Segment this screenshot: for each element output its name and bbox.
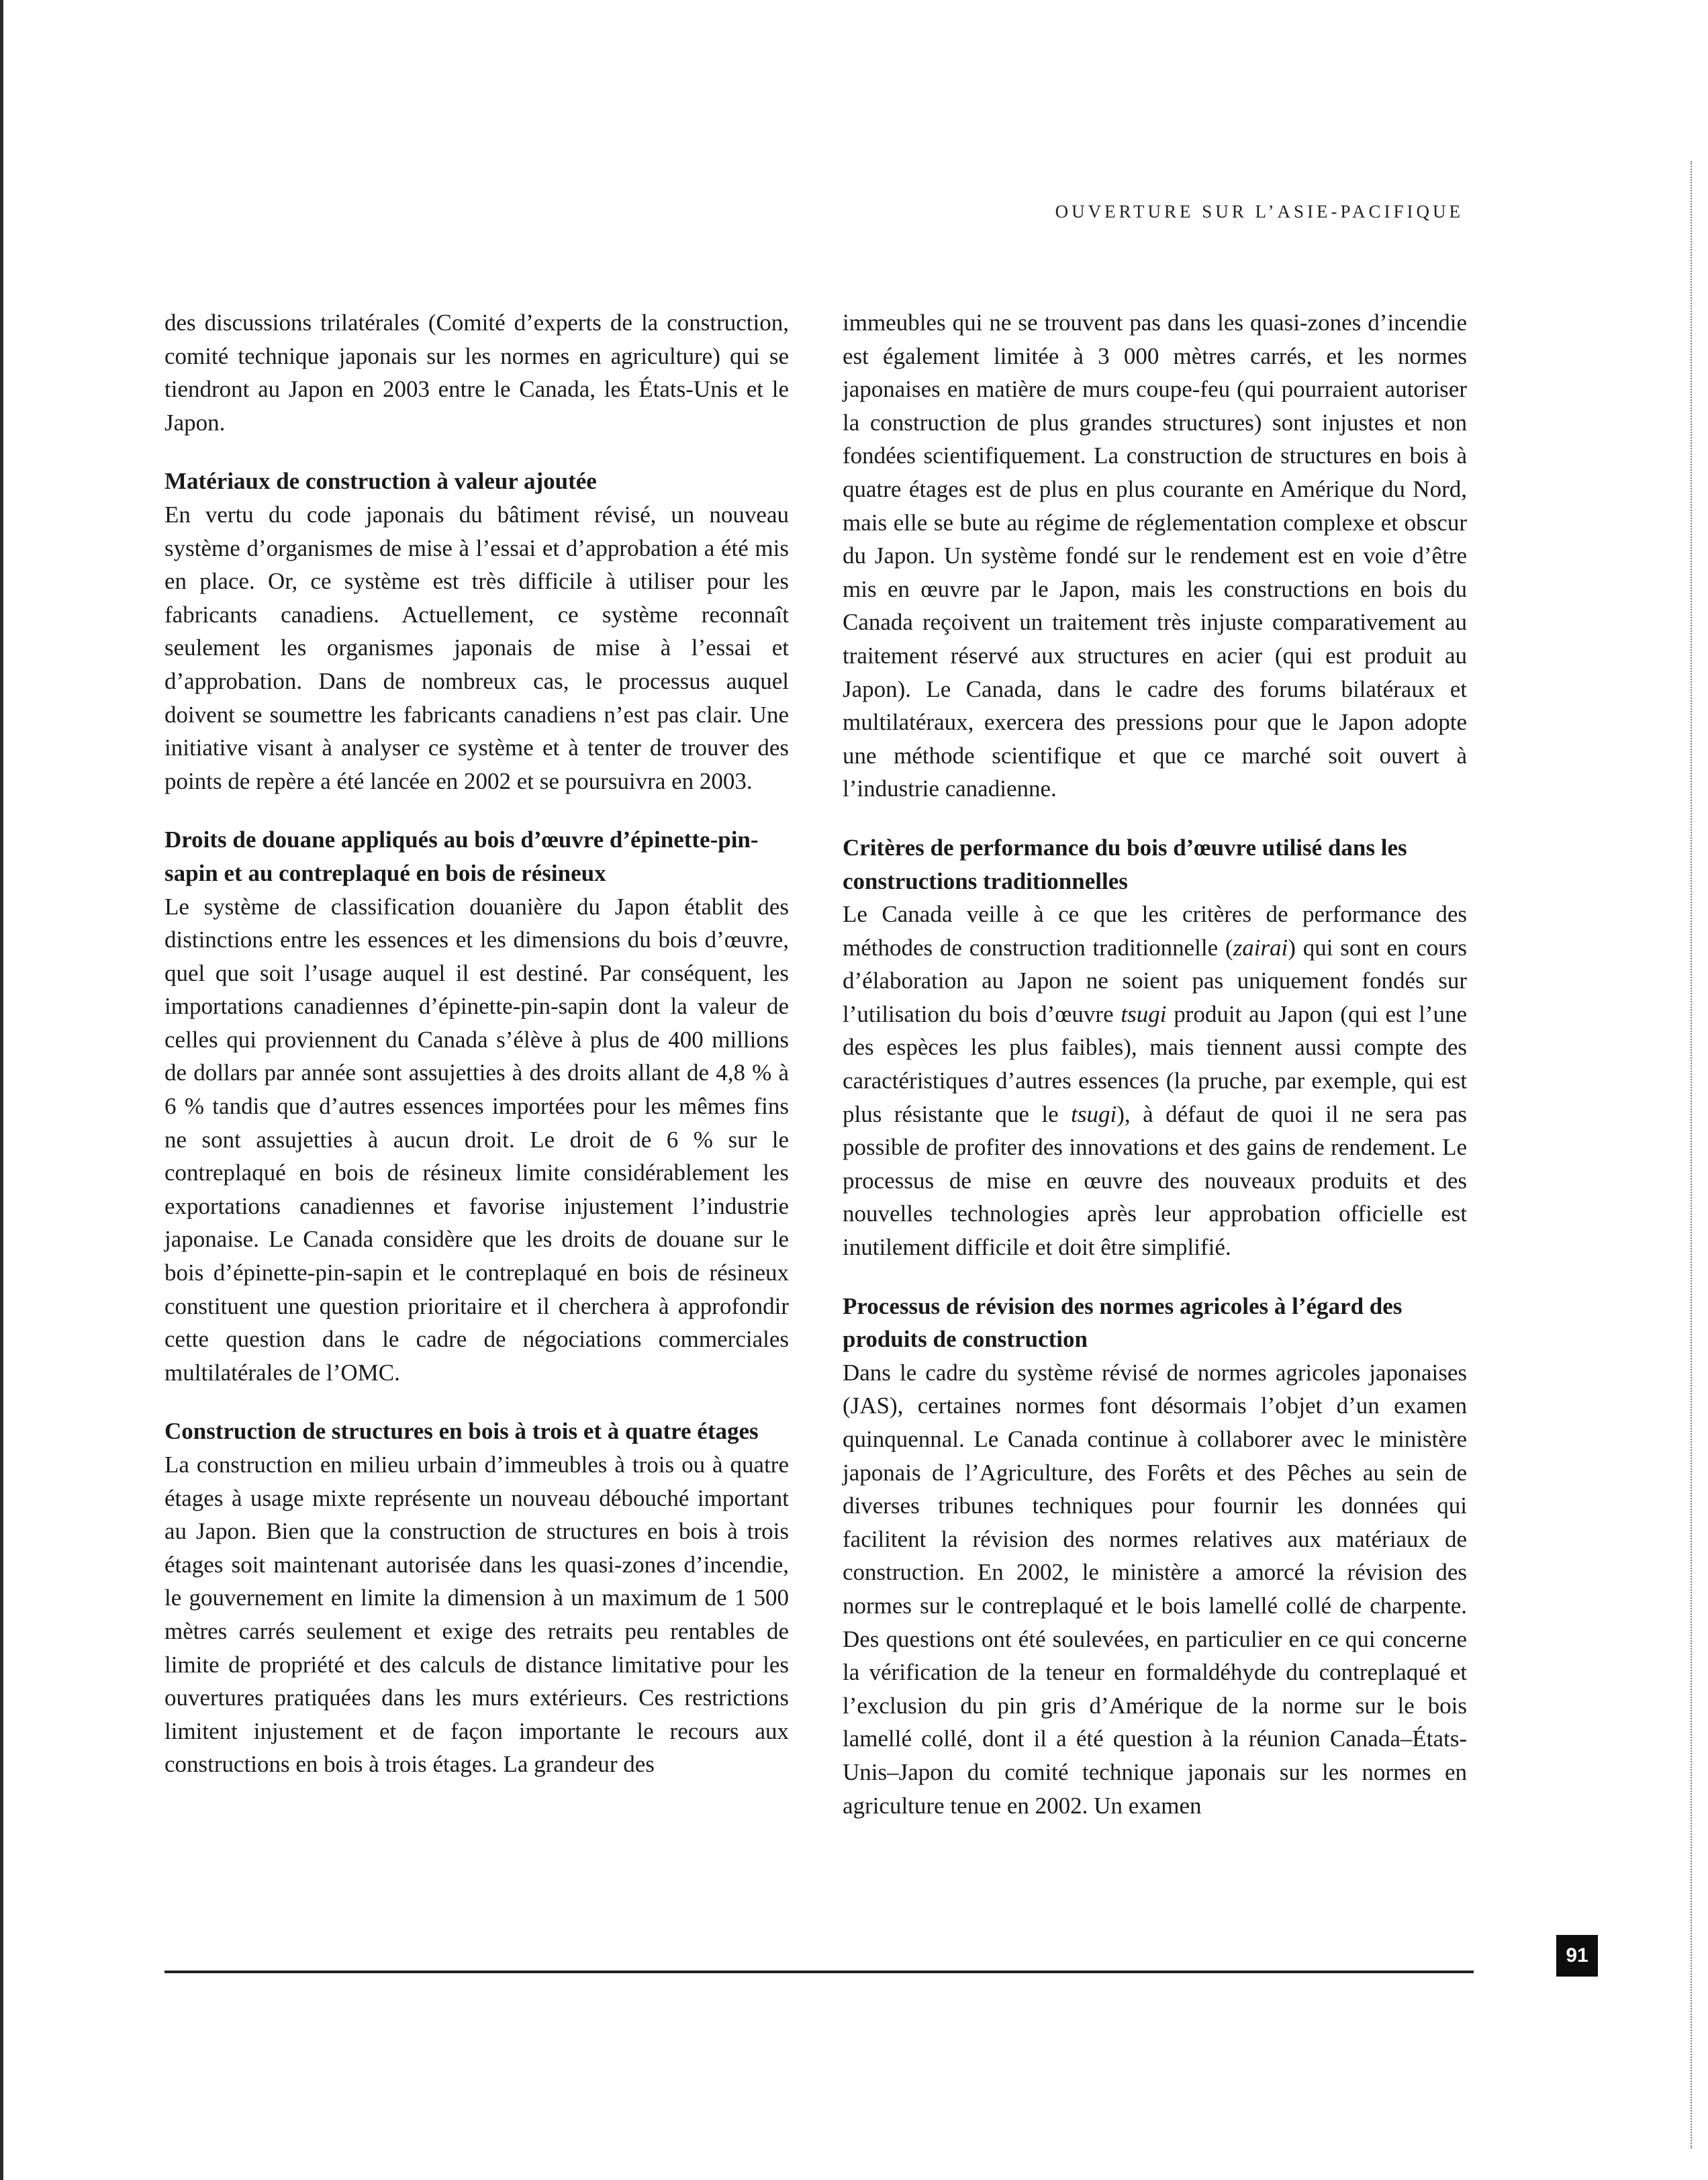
running-head: OUVERTURE SUR L’ASIE-PACIFIQUE	[1055, 201, 1464, 222]
heading-droits-douane: Droits de douane appliqués au bois d’œuvre d’épinette-pin-sapin et au contreplaqué en bois de résineux	[164, 826, 759, 886]
left-column	[164, 306, 789, 1781]
criteres-text-3: produit au Japon (qui est l’une des espèces les plus faibles), mais tiennent aussi compte des caractéristiques d’autres essences (la pruche, par exemple, qui est plus résistante que le	[843, 1000, 1467, 1127]
term-tsugi: tsugi	[1071, 1100, 1117, 1127]
footer-rule	[164, 1971, 1474, 1973]
right-column	[843, 306, 1467, 1822]
scan-left-edge	[0, 0, 3, 2180]
heading-criteres: Critères de performance du bois d’œuvre utilisé dans les constructions traditionnelles	[843, 834, 1407, 894]
heading-processus: Processus de révision des normes agricoles à l’égard des produits de construction	[843, 1292, 1403, 1353]
heading-structures-bois: Construction de structures en bois à trois et à quatre étages	[164, 1418, 759, 1445]
paragraph-structures-bois: La construction en milieu urbain d’immeubles à trois ou à quatre étages à usage mixte représente un nouveau débouché important au Japon. Bien que la construction de structures en bois à trois étages soit maintenant autorisée dans les quasi-zones d’incendie, le gouvernement en limite la dimension à un maximum de 1 500 mètres carrés seulement et exige des retraits peu rentables de limite de propriété et des calculs de distance limitative pour les ouvertures pratiquées dans les murs extérieurs. Ces restrictions limitent injustement et de façon importante le recours aux constructions en bois à trois étages. La grandeur des	[164, 1452, 789, 1778]
term-zairai: zairai	[1233, 934, 1288, 961]
paragraph-continued: immeubles qui ne se trouvent pas dans les quasi-zones d’incendie est également limitée à 3 000 mètres carrés, et les normes japonaises en matière de murs coupe-feu (qui pourraient autoriser la construction de plus grandes structures) sont injustes et non fondées scientifiquement. La construction de structures en bois à quatre étages est de plus en plus courante en Amérique du Nord, mais elle se bute au régime de réglementation complexe et obscur du Japon. Un système fondé sur le rendement est en voie d’être mis en œuvre par le Japon, mais les constructions en bois du Canada reçoivent un traitement très injuste comparativement au traitement réservé aux structures en acier (qui est produit au Japon). Le Canada, dans le cadre des forums bilatéraux et multilatéraux, exercera des pressions pour que le Japon adopte une méthode scientifique et que ce marché soit ouvert à l’industrie canadienne.	[843, 310, 1467, 802]
term-tsugi: tsugi	[1121, 1000, 1167, 1027]
criteres-text-4: ), à défaut de quoi il ne sera pas possible de profiter des innovations et des gains de rendement. Le processus de mise en œuvre des nouveaux produits et des nouvelles technologies après leur approbation officielle est inutilement difficile et doit être simplifié.	[843, 1100, 1467, 1261]
page-number-badge: 91	[1556, 1935, 1598, 1977]
paragraph-processus: Dans le cadre du système révisé de normes agricoles japonaises (JAS), certaines normes font désormais l’objet d’un examen quinquennal. Le Canada continue à collaborer avec le ministère japonais de l’Agriculture, des Forêts et des Pêches au sein de diverses tribunes techniques pour fournir les données qui facilitent la révision des normes relatives aux matériaux de construction. En 2002, le ministère a amorcé la révision des normes sur le contreplaqué et le bois lamellé collé de charpente. Des questions ont été soulevées, en particulier en ce qui concerne la vérification de la teneur en formaldéhyde du contreplaqué et l’exclusion du pin gris d’Amérique de la norme sur le bois lamellé collé, dont il a été question à la réunion Canada–États-Unis–Japon du comité technique japonais sur les normes en agriculture tenue en 2002. Un examen	[843, 1359, 1467, 1819]
scan-right-edge	[1691, 161, 1696, 2148]
criteres-text-1: Le Canada veille à ce que les critères de performance des méthodes de construction traditionnelle (	[843, 901, 1467, 961]
paragraph-droits-douane: Le système de classification douanière du Japon établit des distinctions entre les essences et les dimensions du bois d’œuvre, quel que soit l’usage auquel il est destiné. Par conséquent, les importations canadiennes d’épinette-pin-sapin dont la valeur de celles qui proviennent du Canada s’élève à plus de 400 millions de dollars par année sont assujetties à des droits allant de 4,8 % à 6 % tandis que d’autres essences importées pour les mêmes fins ne sont assujetties à aucun droit. Le droit de 6 % sur le contreplaqué en bois de résineux limite considérablement les exportations canadiennes et favorise injustement l’industrie japonaise. Le Canada considère que les droits de douane sur le bois d’épinette-pin-sapin et le contreplaqué en bois de résineux constituent une question prioritaire et il cherchera à approfondir cette question dans le cadre de négociations commerciales multilatérales de l’OMC.	[164, 893, 789, 1386]
heading-materiaux: Matériaux de construction à valeur ajoutée	[164, 468, 597, 495]
paragraph-materiaux: En vertu du code japonais du bâtiment révisé, un nouveau système d’organismes de mise à l’essai et d’approbation a été mis en place. Or, ce système est très difficile à utiliser pour les fabricants canadiens. Actuellement, ce système reconnaît seulement les organismes japonais de mise à l’essai et d’approbation. Dans de nombreux cas, le processus auquel doivent se soumettre les fabricants canadiens n’est pas clair. Une initiative visant à analyser ce système et à tenter de trouver des points de repère a été lancée en 2002 et se poursuivra en 2003.	[164, 501, 789, 794]
criteres-text-2: ) qui sont en cours d’élaboration au Japon ne soient pas uniquement fondés sur l’utilisation du bois d’œuvre	[843, 934, 1467, 1027]
paragraph-intro: des discussions trilatérales (Comité d’experts de la construction, comité technique japonais sur les normes en agriculture) qui se tiendront au Japon en 2003 entre le Canada, les États-Unis et le Japon.	[164, 310, 789, 436]
paragraph-criteres	[843, 898, 1467, 1264]
